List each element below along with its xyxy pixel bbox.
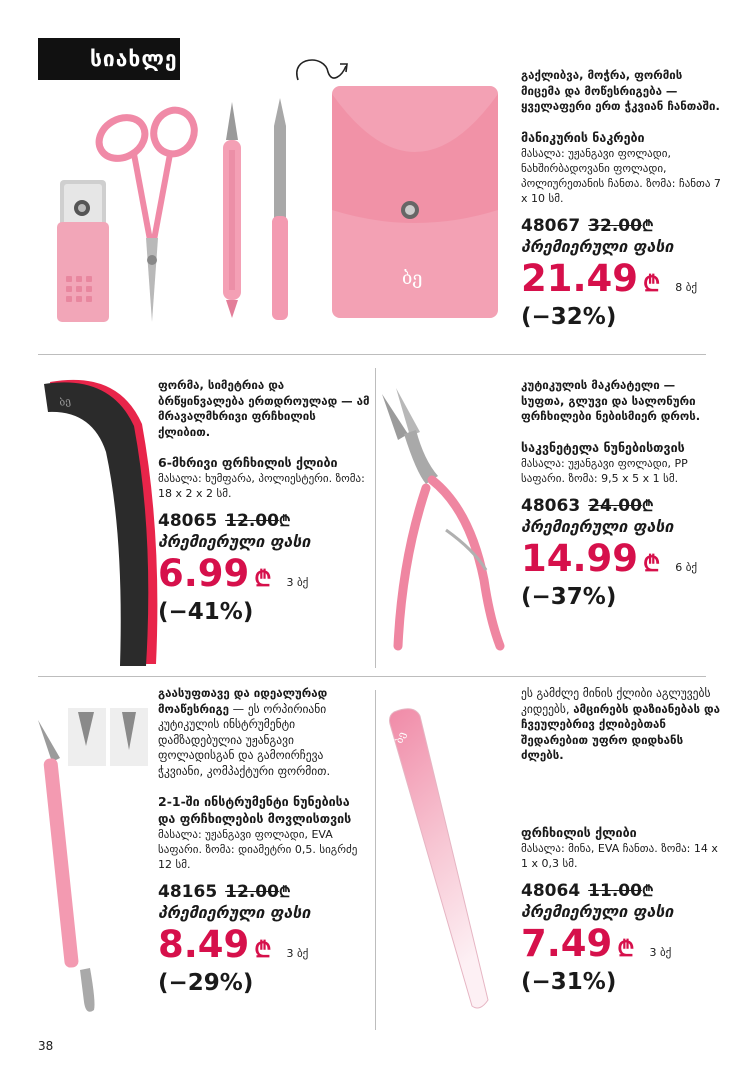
code-row [521, 216, 721, 236]
price: 7.49 [521, 921, 613, 965]
cuticle-nipper-image [374, 380, 524, 670]
code-row [521, 881, 721, 901]
code-row [158, 882, 370, 902]
points: 3 ბქ [286, 947, 309, 960]
arrow-icon [297, 60, 347, 80]
price: 21.49 [521, 256, 639, 300]
discount: (−37%) [521, 583, 617, 610]
product-card-two-in-one-tool [158, 686, 370, 998]
product-code: 48063 [521, 495, 581, 516]
svg-text:ბე: ბე [58, 396, 72, 409]
points: 8 ბქ [675, 280, 698, 294]
premium-label: პრემიერული ფასი [158, 532, 311, 551]
product-intro [158, 686, 370, 779]
currency-symbol: ₾ [641, 216, 654, 235]
price: 14.99 [521, 536, 639, 580]
product-name: 2-1-ში ინსტრუმენტი ნუნებისა და ფრჩხილების მოვლისთვის [158, 794, 352, 826]
divider-top [38, 354, 706, 355]
product-intro-rest: — ეს ორპირიანი კუტიკულის ინსტრუმენტი დამზადებულია უჟანგავი ფოლადისგან და გამოირჩევა ჭკვიანი, კომპაქტური ფორმით. [158, 701, 331, 778]
price-row [158, 924, 370, 968]
currency-symbol: ₾ [641, 496, 654, 515]
product-spec: მასალა: უჟანგავი ფოლადი, EVA საფარი. ზომა: დიამეტრი 0,5. სიგრძე 12 სმ. [158, 828, 358, 871]
premium-label: პრემიერული ფასი [521, 236, 674, 256]
old-price: 12.00 [225, 511, 279, 531]
product-spec: მასალა: უჟანგავი ფოლადი, PP საფარი. ზომა: 9,5 x 5 x 1 სმ. [521, 456, 688, 485]
divider-bottom [38, 676, 706, 677]
old-price: 11.00 [588, 880, 642, 901]
pouch [332, 86, 498, 318]
premium-label: პრემიერული ფასი [158, 903, 311, 922]
currency-symbol: ₾ [254, 567, 272, 592]
product-intro [521, 686, 721, 764]
product-intro-bold: ამცირებს დაზიანებას და ჩვეულებრივ ქლიბებთან შედარებით უფრო დიდხანს ძლებს. [521, 701, 721, 762]
product-name: ფრჩხილის ქლიბი [521, 824, 637, 840]
section-tag: სიახლე [38, 38, 180, 80]
price-row [521, 258, 721, 302]
product-code: 48067 [521, 215, 581, 236]
price-row [521, 923, 721, 967]
product-code: 48165 [158, 882, 218, 902]
currency-symbol: ₾ [278, 512, 291, 530]
price: 8.49 [158, 923, 250, 966]
nail-file [272, 98, 288, 320]
currency-symbol: ₾ [643, 271, 661, 297]
currency-symbol: ₾ [641, 881, 654, 900]
discount: (−32%) [521, 303, 617, 330]
page-number: 38 [38, 1039, 54, 1053]
nail-clipper [57, 180, 109, 322]
price-row [158, 553, 370, 597]
product-card-glass-file [521, 686, 721, 997]
svg-text:ბე: ბე [402, 268, 423, 289]
product-name: საკვნეტელა ნუნებისთვის [521, 439, 685, 455]
product-code: 48064 [521, 880, 581, 901]
product-intro: კუტიკულის მაკრატელი — სუფთა, გლუვი და სალონური ფრჩხილები ნებისმიერ დროს. [521, 378, 701, 423]
product-intro: ფორმა, სიმეტრია და ბრწყინვალება ერთდროულად — ამ მრავალმხრივი ფრჩხილის ქლიბით. [158, 378, 370, 439]
product-name: მანიკურის ნაკრები [521, 129, 645, 145]
cuticle-pusher [223, 102, 241, 318]
two-in-one-tool-image [30, 702, 156, 1022]
product-intro: გაქლიბვა, მოჭრა, ფორმის მიცემა და მოწესრიგება — ყველაფერი ერთ ჭკვიან ჩანთაში. [521, 68, 720, 113]
currency-symbol: ₾ [643, 551, 661, 577]
price-row [521, 538, 721, 582]
old-price: 32.00 [588, 215, 642, 236]
code-row [521, 496, 721, 516]
price: 6.99 [158, 552, 250, 595]
product-intro-rest: ეს გამძლე მინის ქლიბი აგლუვებს კიდეებს, [521, 686, 711, 716]
scissors [92, 104, 201, 240]
points: 6 ბქ [675, 560, 698, 574]
points: 3 ბქ [649, 945, 672, 959]
premium-label: პრემიერული ფასი [521, 516, 674, 536]
currency-symbol: ₾ [617, 936, 635, 962]
divider-vertical-bottom [375, 690, 376, 1030]
manicure-set-image [40, 50, 520, 340]
code-row [158, 511, 370, 531]
old-price: 24.00 [588, 495, 642, 516]
points: 3 ბქ [286, 576, 309, 589]
six-sided-file-image [30, 364, 160, 674]
product-spec: მასალა: უჟანგავი ფოლადი, ნახშირბადოვანი ფოლადი, პოლიურეთანის ჩანთა. ზომა: ჩანთა 7 x 10 სმ. [521, 146, 721, 205]
glass-file-image [380, 700, 510, 1020]
currency-symbol: ₾ [278, 883, 291, 901]
product-spec: მასალა: ხუმფარა, პოლიესტერი. ზომა: 18 x 2 x 2 სმ. [158, 472, 365, 500]
discount: (−31%) [521, 968, 617, 995]
svg-text:ბე: ბე [394, 730, 409, 745]
product-card-six-sided-file [158, 378, 370, 627]
old-price: 12.00 [225, 882, 279, 902]
discount: (−29%) [158, 970, 254, 996]
product-spec: მასალა: მინა, EVA ჩანთა. ზომა: 14 x 1 x 0,3 სმ. [521, 841, 718, 870]
currency-symbol: ₾ [254, 938, 272, 963]
product-code: 48065 [158, 511, 218, 531]
discount: (−41%) [158, 599, 254, 625]
premium-label: პრემიერული ფასი [521, 901, 674, 921]
product-name: 6-მხრივი ფრჩხილის ქლიბი [158, 455, 338, 470]
product-card-cuticle-nipper [521, 378, 721, 612]
product-intro-bold: გაასუფთავე და იდეალურად მოაწესრიგე [158, 686, 328, 716]
product-card-manicure-set [521, 68, 721, 332]
